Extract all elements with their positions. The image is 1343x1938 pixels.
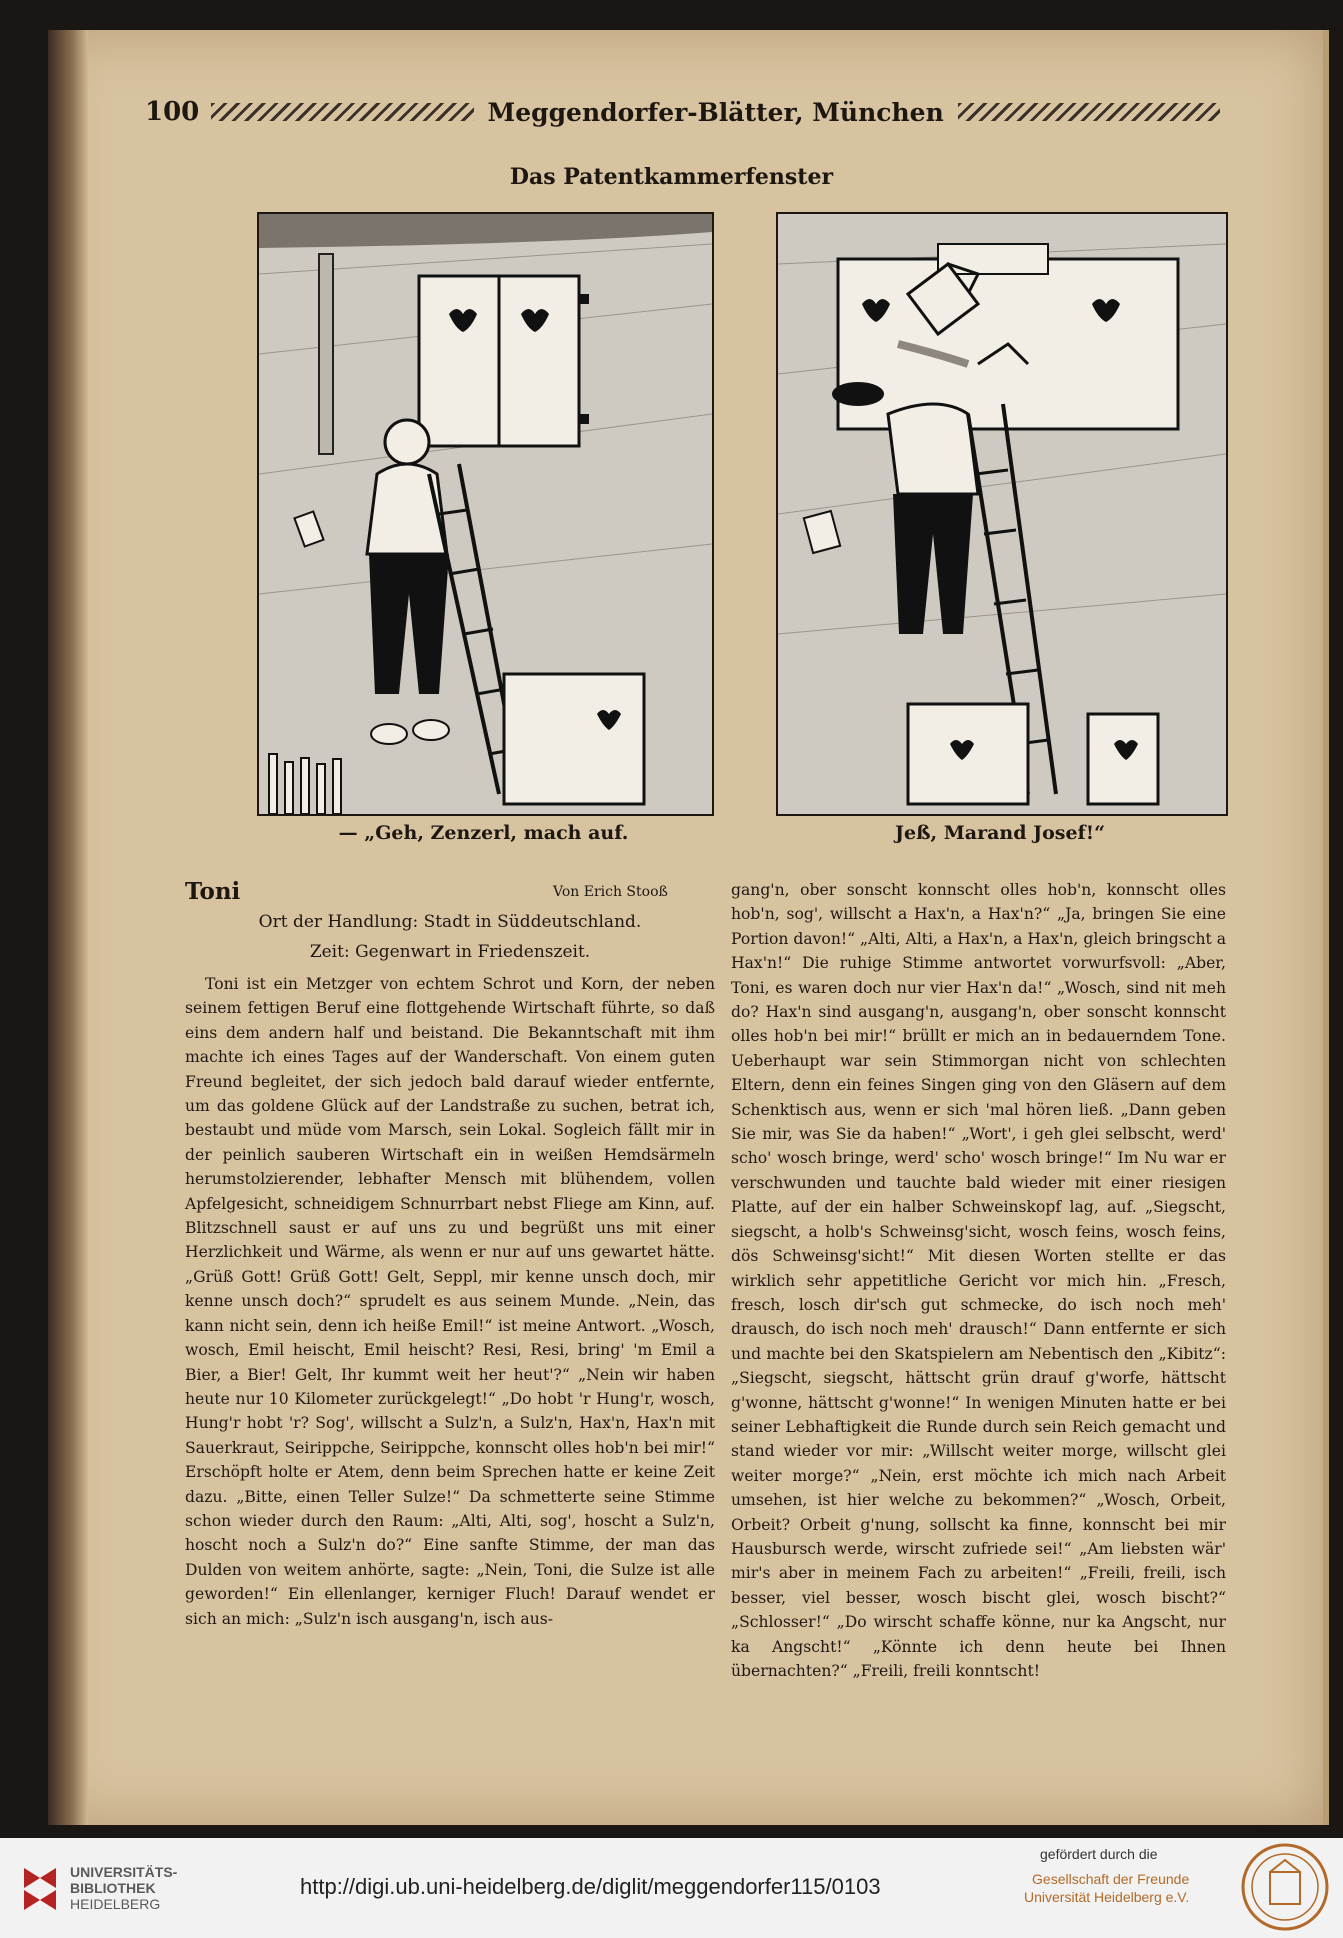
library-name-line1: UNIVERSITÄTS- bbox=[70, 1864, 178, 1880]
story-text-left: Toni ist ein Metzger von echtem Schrot und Korn, der neben seinem fettigen Beruf eine flottgehende Wirtschaft führte, so daß eins dem andern half und beistand. Die Bekanntschaft mit ihm machte ich eines Tages auf der Wanderschaft. Von einem guten Freund begleitet, der sich jedoch bald darauf wieder entfernte, um das goldene Glück auf der Landstraße zu suchen, betrat ich, bestaubt und müde vom Marsch, sein Lokal. Sogleich fällt mir in der peinlich sauberen Wirtschaft ein in weißen Hemdsärmeln herumstolzierender, lebhafter Mensch mit blühendem, vollen Apfelgesicht, schneidigem Schnurrbart nebst Fliege am Kinn, auf. Blitzschnell saust er auf uns zu und begrüßt uns mit einer Herzlichkeit und Wärme, als wenn er nur auf uns gewartet hätte. „Grüß Gott! Grüß Gott! Gelt, Seppl, mir kenne unsch doch, mir kenne unsch doch?“ sprudelt es aus seinem Munde. „Nein, das kann nicht sein, denn ich heiße Emil!“ ist meine Antwort. „Wosch, wosch, Emil heischt, Emil heischt? Resi, Resi, bring' 'm Emil a Bier, a Bier! Gelt, Ihr kummt weit her heut'?“ „Nein wir haben heute nur 10 Kilometer zurückgelegt!“ „Do hobt 'r Hung'r, wosch, Hung'r hobt 'r? Sog', willscht a Sulz'n, a Sulz'n, Hax'n, Hax'n mit Sauerkraut, Seirippche, Seirippche, konnscht olles hob'n bei mir!“ Erschöpft holte er Atem, denn beim Sprechen hatte er keine Zeit dazu. „Bitte, einen Teller Sulze!“ Da schmetterte seine Stimme schon wieder durch den Raum: „Alti, Alti, sog', hoscht a Sulz'n, hoscht noch a Sulz'n do?“ Eine sanfte Stimme, der man das Dulden von weitem anhörte, sagte: „Nein, Toni, die Sulze ist alle geworden!“ Ein ellenlanger, kerniger Fluch! Darauf wendet er sich an mich: „Sulz'n isch ausgang'n, isch aus- bbox=[185, 975, 715, 1628]
funder-name-line1: Gesellschaft der Freunde bbox=[1032, 1871, 1190, 1887]
ub-logo-icon bbox=[22, 1866, 58, 1912]
funder-name bbox=[1024, 1870, 1189, 1906]
university-seal-icon bbox=[1240, 1842, 1330, 1932]
story-place: Ort der Handlung: Stadt in Süddeutschland. bbox=[258, 912, 642, 932]
magazine-title: Meggendorfer-Blätter, München bbox=[487, 97, 944, 127]
cartoon-illustration-right bbox=[778, 214, 1226, 814]
caption-right: Jeß, Marand Josef!“ bbox=[894, 822, 1105, 844]
story-author: Von Erich Stooß bbox=[553, 884, 668, 900]
funder-name-line2: Universität Heidelberg e.V. bbox=[1024, 1889, 1190, 1905]
header-ornament-right bbox=[958, 103, 1220, 121]
story-text-right: gang'n, ober sonscht konnscht olles hob'n, konnscht olles hob'n, sog', willscht a Hax'n, a Hax'n?“ „Ja, bringen Sie eine Portion davon!“ „Alti, Alti, a Hax'n, a Hax'n, gleich bringscht a Hax'n!“ Die ruhige Stimme antwortet vorwurfsvoll: „Aber, Toni, es waren doch nur vier Hax'n da!“ „Wosch, sind nit meh do? Hax'n sind ausgang'n, ausgang'n, ober sonscht konnscht olles hob'n bei mir!“ brüllt er mich an in bedauerndem Tone. Ueberhaupt war sein Stimmorgan nicht von schlechten Eltern, denn ein feines Singen ging von den Gläsern auf dem Schenktisch aus, wenn er sich 'mal hören ließ. „Dann geben Sie mir, was Sie da haben!“ „Wort', i geh glei selbscht, werd' scho' wosch bringe, werd' scho' wosch bringe!“ Im Nu war er verschwunden und tauchte bald wieder mit einer riesigen Platte, auf der ein halber Schweinskopf lag, auf. „Siegscht, siegscht, a holb's Schweinsg'sicht, wosch feins, wosch feins, dös Schweinsg'sicht!“ Mit diesen Worten stellte er das wirklich sehr appetitliche Gericht vor mich hin. „Fresch, fresch, losch dir'sch gut schmecke, do isch noch meh' drausch, do isch noch meh' drausch!“ Dann entfernte er sich und machte bei den Skatspielern am Nebentisch den „Kibitz“: „Siegscht, siegscht, hättscht grün drauf g'worfe, hättscht g'wonne, hättscht g'wonne!“ In wenigen Minuten hatte er bei seiner Lebhaftigkeit die Runde durch sein Reich gemacht und stand wieder vor mir: „Willscht weiter morge, willscht glei weiter morge?“ „Nein, erst möchte ich mich nach Arbeit umsehen, ist hier welche zu bekommen?“ „Wosch, Orbeit, Orbeit? Orbeit g'nung, sollscht ka finne, konnscht bei mir Hausbursch werde, wirscht zufriede sei!“ „Am liebsten wär' mir's aber in meinem Fach zu arbeiten!“ „Freili, freili, isch besser, viel besser, wosch bischt glei, wosch bischt?“ „Schlosser!“ „Do wirscht schaffe könne, nur ka Angscht, nur ka Angscht!“ „Könnte ich denn heute bei Ihnen übernachten?“ „Freili, freili konntscht! bbox=[731, 881, 1227, 1680]
story-column-right bbox=[731, 878, 1226, 1683]
library-name-line2: BIBLIOTHEK bbox=[70, 1880, 156, 1896]
story-column-left bbox=[185, 972, 715, 1631]
cartoon-panel-left bbox=[257, 212, 714, 816]
page-header bbox=[145, 92, 1220, 132]
library-name bbox=[70, 1864, 177, 1912]
story-time: Zeit: Gegenwart in Friedenszeit. bbox=[309, 942, 591, 962]
viewer-footer bbox=[0, 1838, 1343, 1938]
page-spine bbox=[48, 30, 88, 1825]
permalink-url[interactable]: http://digi.ub.uni-heidelberg.de/diglit/meggendorfer115/0103 bbox=[300, 1874, 881, 1899]
cartoon-title: Das Patentkammerfenster bbox=[509, 164, 834, 190]
page-number: 100 bbox=[145, 97, 200, 127]
story-title: Toni bbox=[185, 878, 241, 905]
header-ornament-left bbox=[211, 103, 473, 121]
cartoon-panel-right bbox=[776, 212, 1228, 816]
funding-note: gefördert durch die bbox=[1040, 1846, 1158, 1862]
caption-left: — „Geh, Zenzerl, mach auf. bbox=[338, 822, 629, 844]
library-name-line3: HEIDELBERG bbox=[70, 1896, 161, 1912]
cartoon-illustration-left bbox=[259, 214, 712, 814]
